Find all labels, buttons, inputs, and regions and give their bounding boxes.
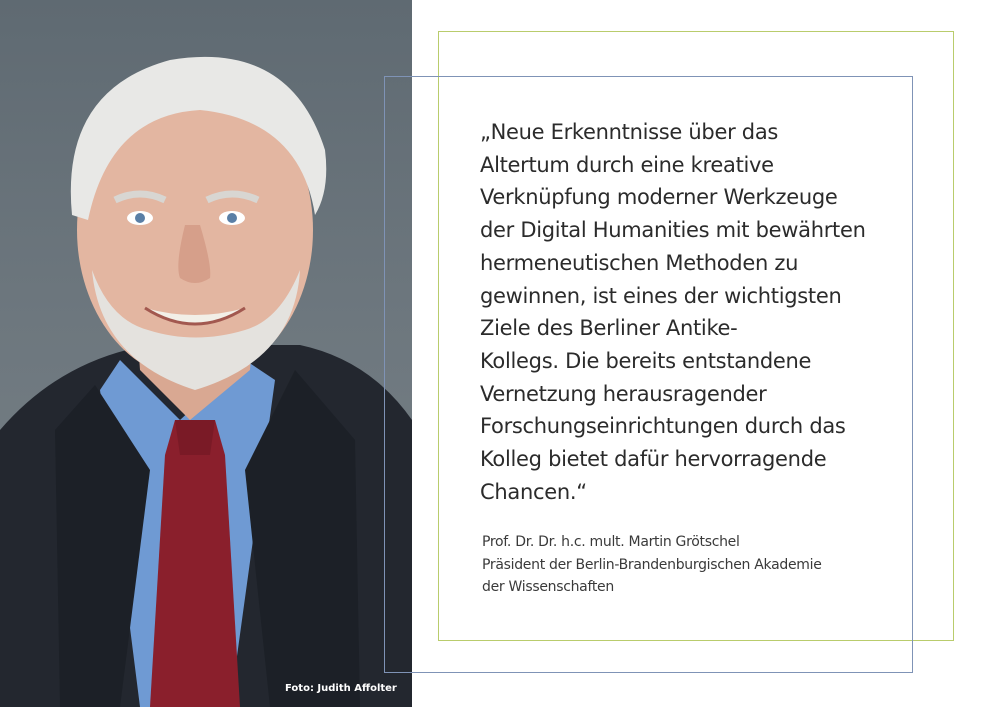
quote-line: gewinnen, ist eines der wichtigsten — [480, 283, 842, 308]
quote-line: Verknüpfung moderner Werkzeuge — [480, 185, 838, 210]
quote-line: der Digital Humanities mit bewährten — [480, 218, 866, 243]
quote-line: Altertum durch eine kreative — [480, 152, 774, 177]
quote-line: Forschungseinrichtungen durch das — [480, 414, 846, 439]
quote-line: „Neue Erkenntnisse über das — [480, 120, 779, 144]
portrait-illustration — [0, 0, 412, 707]
attribution-role: der Wissenschaften — [482, 579, 614, 595]
quote-text — [480, 116, 900, 508]
quote-line: hermeneutischen Methoden zu — [480, 250, 799, 275]
photo-credit: Foto: Judith Affolter — [285, 683, 397, 694]
attribution-role: Präsident der Berlin-Brandenburgischen Akademie — [482, 556, 822, 573]
quote-line: Vernetzung herausragender — [480, 381, 767, 406]
quote-line: Chancen.“ — [480, 479, 587, 504]
quote-line: Kollegs. Die bereits entstandene — [480, 348, 812, 373]
portrait-photo — [0, 0, 412, 707]
quote-attribution — [482, 531, 902, 599]
attribution-name: Prof. Dr. Dr. h.c. mult. Martin Grötschel — [482, 534, 740, 550]
quote-line: Kolleg bietet dafür hervorragende — [480, 447, 827, 472]
quote-line: Ziele des Berliner Antike- — [480, 316, 738, 341]
